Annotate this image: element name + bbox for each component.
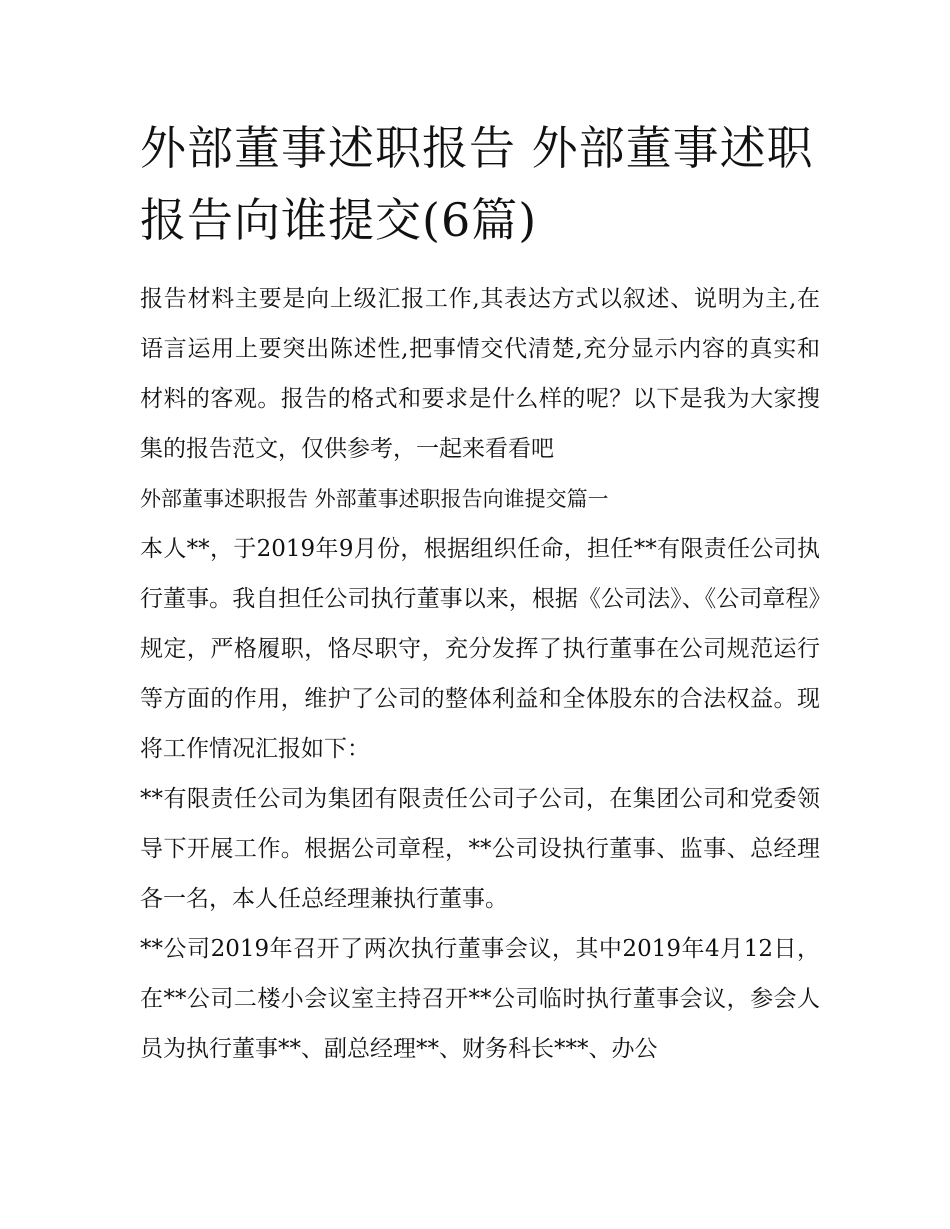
- document-title: 外部董事述职报告 外部董事述职报告向谁提交(6篇): [140, 121, 814, 247]
- document-content: [140, 112, 820, 1074]
- body-paragraph-1: 本人**，于2019年9月份，根据组织任命，担任**有限责任公司执行董事。我自担任公司执行董事以来，根据《公司法》、《公司章程》规定，严格履职，恪尽职守，充分发挥了执行董事在公司规范运行等方面的作用，维护了公司的整体利益和全体股东的合法权益。现将工作情况汇报如下：: [140, 536, 820, 762]
- body-paragraph-3: **公司2019年召开了两次执行董事会议，其中2019年4月12日，在**公司二楼小会议室主持召开**公司临时执行董事会议，参会人员为执行董事**、副总经理**、财务科长***、办公: [140, 936, 820, 1062]
- body-paragraph-2: **有限责任公司为集团有限责任公司子公司，在集团公司和党委领导下开展工作。根据公司章程，**公司设执行董事、监事、总经理各一名，本人任总经理兼执行董事。: [140, 786, 820, 912]
- intro-paragraph: 报告材料主要是向上级汇报工作,其表达方式以叙述、说明为主,在语言运用上要突出陈述性,把事情交代清楚,充分显示内容的真实和材料的客观。报告的格式和要求是什么样的呢？以下是我为大家搜集的报告范文，仅供参考，一起来看看吧: [140, 286, 820, 462]
- section-heading: 外部董事述职报告 外部董事述职报告向谁提交篇一: [140, 487, 609, 511]
